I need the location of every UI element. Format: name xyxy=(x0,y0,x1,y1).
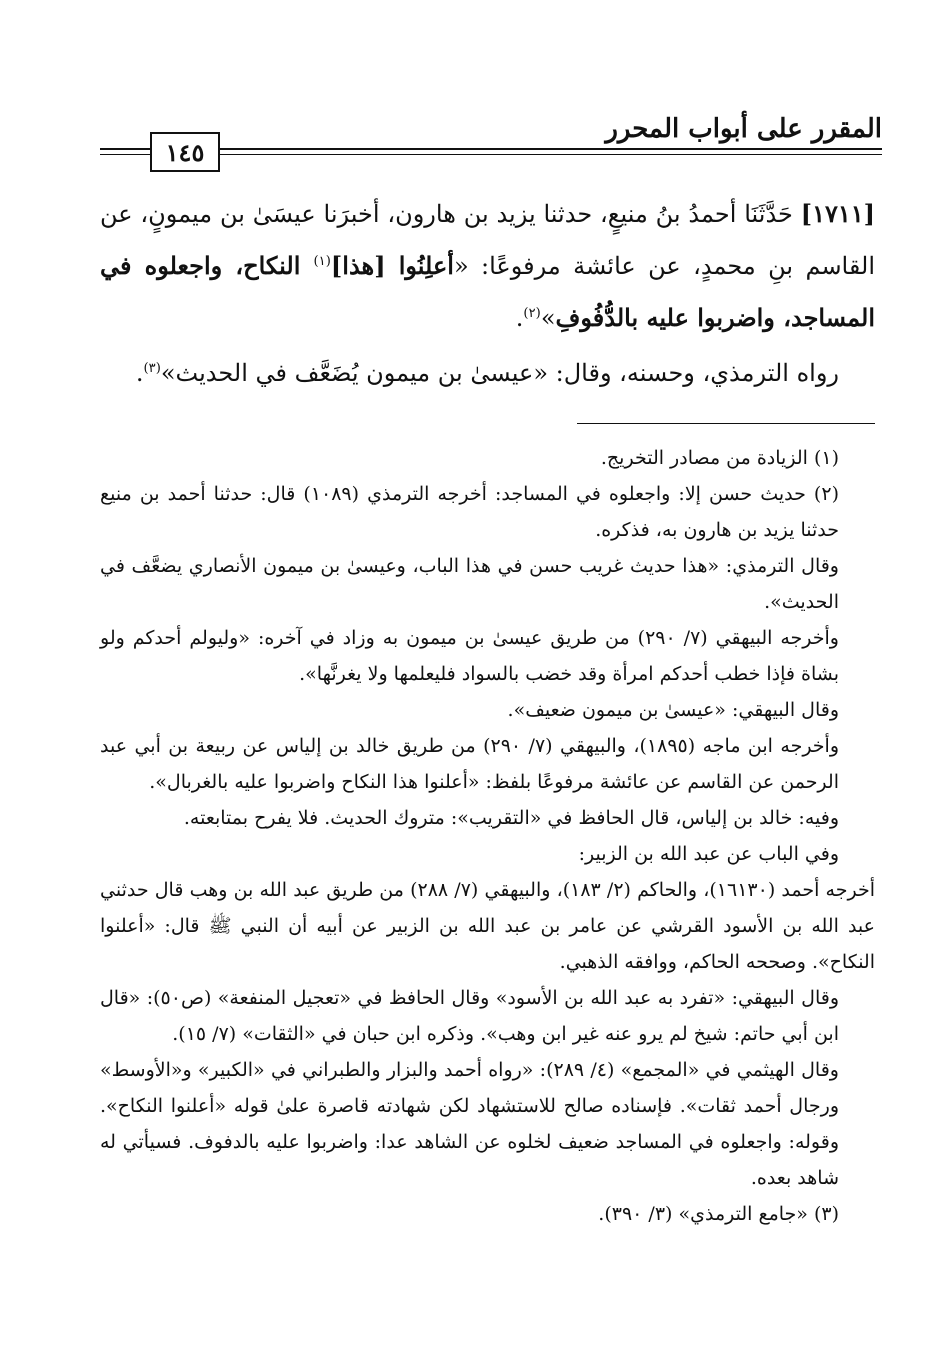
footnote-paragraph: (١) الزيادة من مصادر التخريج. xyxy=(600,447,839,469)
hadith-matn-1: أعلِنُوا [هذا] xyxy=(330,251,454,280)
footnote-paragraph: أخرجه أحمد (١٦١٣٠)، والحاكم (٢/ ١٨٣)، والبيهقي (٧/ ٢٨٨) من طريق عبد الله بن وهب قال حدثني عبد الله بن الأسود القرشي عن عامر بن عبد الله بن الزبير عن أبيه أن النبي ﷺ قال: «أعلنوا النكاح». وصححه الحاكم، ووافقه الذهبي. xyxy=(100,879,875,973)
hadith-matn-2: النكاح، واجعلوه في المساجد، واضربوا عليه بالدُّفُوفِ xyxy=(100,251,875,332)
hadith-end: . xyxy=(515,304,524,332)
footnote-paragraph: وفيه: خالد بن إلياس، قال الحافظ في «التقريب»: متروك الحديث. فلا يفرح بمتابعته. xyxy=(183,807,839,829)
page-header xyxy=(100,110,882,170)
running-title: المقرر على أبواب المحرر xyxy=(605,114,882,144)
footnote-paragraph: (٣) «جامع الترمذي» (٣/ ٣٩٠). xyxy=(598,1203,839,1225)
narration-text: رواه الترمذي، وحسنه، وقال: «عيسىٰ بن ميمون يُضَعَّف في الحديث» xyxy=(160,359,839,387)
footnote-paragraph: وقال البيهقي: «عيسىٰ بن ميمون ضعيف». xyxy=(507,699,839,721)
footnote-paragraph: وقال الترمذي: «هذا حديث غريب حسن في هذا الباب، وعيسىٰ بن ميمون الأنصاري يضعَّف في الحديث». xyxy=(100,555,839,613)
footnote-paragraph: وأخرجه البيهقي (٧/ ٢٩٠) من طريق عيسىٰ بن ميمون به وزاد في آخره: «وليولم أحدكم ولو بشاة فإذا خطب أحدكم امرأة وقد خضب بالسواد فليعلمها ولا يغرنَّها». xyxy=(100,627,839,685)
footnote-paragraph: وأخرجه ابن ماجه (١٨٩٥)، والبيهقي (٧/ ٢٩٠) من طريق خالد بن إلياس عن ربيعة بن أبي عبد الرحمن عن القاسم عن عائشة مرفوعًا بلفظ: «أعلنوا هذا النكاح واضربوا عليه بالغربال». xyxy=(100,735,839,793)
hadith-number: [١٧١١] xyxy=(800,199,875,228)
footnote-ref-1: (١) xyxy=(313,254,331,269)
footnote-ref-2: (٢) xyxy=(523,306,541,321)
page-number: ١٤٥ xyxy=(150,132,220,172)
hadith-section xyxy=(100,188,875,399)
footnote-paragraph: وقال البيهقي: «تفرد به عبد الله بن الأسود» وقال الحافظ في «تعجيل المنفعة» (ص٥٠): «قال ابن أبي حاتم: شيخ لم يرو عنه غير ابن وهب». وذكره ابن حبان في «الثقات» (٧/ ١٥). xyxy=(100,987,839,1045)
footnote-paragraph: وفي الباب عن عبد الله بن الزبير: xyxy=(578,843,839,865)
separator-line xyxy=(577,423,875,424)
narration xyxy=(100,348,875,399)
hadith-chain: حَدَّثَنَا أحمدُ بنُ منيعٍ، حدثنا يزيد بن هارون، أخبرَنا عيسَىٰ بن ميمونٍ، عن القاسم بنِ محمدٍ، عن عائشة مرفوعًا: « xyxy=(100,200,875,280)
footnote-ref-3: (٣) xyxy=(143,361,161,376)
quote-close: » xyxy=(540,304,556,332)
footnote-paragraph: (٢) حديث حسن إلا: واجعلوه في المساجد: أخرجه الترمذي (١٠٨٩) قال: حدثنا أحمد بن منيع حدثنا يزيد بن هارون به، فذكره. xyxy=(100,483,839,541)
footnotes xyxy=(100,440,875,1232)
footnote-paragraph: وقال الهيثمي في «المجمع» (٤/ ٢٨٩): «رواه أحمد والبزار والطبراني في «الكبير» و«الأوسط» ورجال أحمد ثقات». فإسناده صالح للاستشهاد لكن شهادته قاصرة علىٰ قوله «أعلنوا النكاح». وقوله: واجعلوه في المساجد ضعيف لخلوه عن الشاهد عدا: واضربوا عليه بالدفوف. فسيأتي له شاهد بعده. xyxy=(100,1059,839,1189)
narration-end: . xyxy=(135,359,144,387)
hadith-text xyxy=(100,188,875,344)
